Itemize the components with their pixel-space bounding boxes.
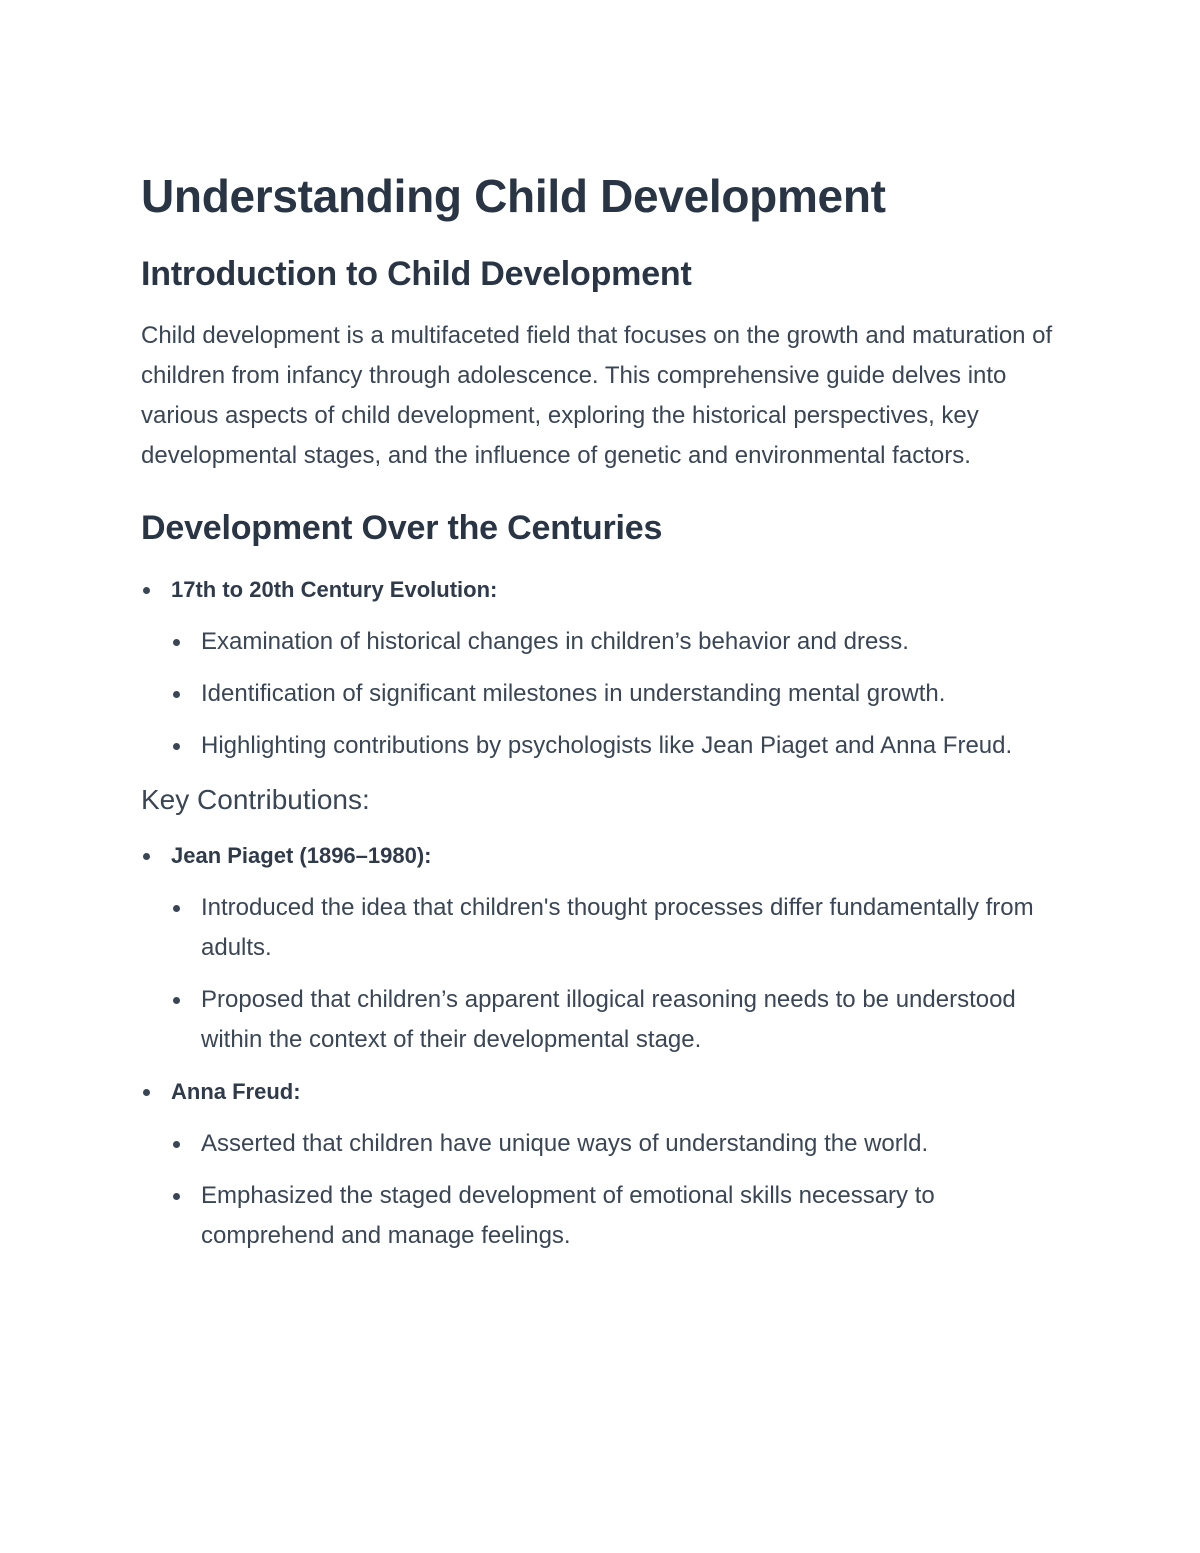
list-item: [141, 888, 1061, 968]
bullet-icon: [173, 1141, 180, 1148]
list-item: [141, 980, 1061, 1060]
list-item-text: Proposed that children’s apparent illogical reasoning needs to be understood within the context of their developmental stage.: [201, 986, 1016, 1053]
bullet-icon: [173, 691, 180, 698]
contributions-list: [141, 836, 1061, 1256]
contributions-heading: Key Contributions:: [141, 784, 370, 815]
bullet-icon: [173, 639, 180, 646]
bullet-icon: [173, 743, 180, 750]
group-label: 17th to 20th Century Evolution:: [171, 577, 498, 602]
person-label: Anna Freud:: [171, 1079, 301, 1104]
list-item-text: Examination of historical changes in children’s behavior and dress.: [201, 628, 909, 655]
list-item: [141, 1072, 1061, 1112]
list-item: [141, 622, 1061, 662]
bullet-icon: [173, 905, 180, 912]
bullet-icon: [143, 587, 150, 594]
bullet-icon: [143, 1089, 150, 1096]
list-item: [141, 1124, 1061, 1164]
list-item: [141, 726, 1061, 766]
page-title: Understanding Child Development: [141, 170, 886, 222]
bullet-icon: [173, 997, 180, 1004]
document-page: [141, 168, 1061, 1268]
bullet-icon: [143, 853, 150, 860]
list-item: [141, 570, 1061, 610]
centuries-heading: Development Over the Centuries: [141, 509, 663, 547]
intro-paragraph: Child development is a multifaceted field that focuses on the growth and maturation of children from infancy through adolescence. This comprehensive guide delves into various aspects of child development, exploring the historical perspectives, key developmental stages, and the influence of genetic and environmental factors.: [141, 322, 1053, 469]
list-item-text: Identification of significant milestones in understanding mental growth.: [201, 680, 946, 707]
list-item-text: Emphasized the staged development of emotional skills necessary to comprehend and manage feelings.: [201, 1182, 935, 1249]
bullet-icon: [173, 1193, 180, 1200]
centuries-list: [141, 570, 1061, 766]
list-item-text: Introduced the idea that children's thought processes differ fundamentally from adults.: [201, 894, 1034, 961]
list-item-text: Highlighting contributions by psychologists like Jean Piaget and Anna Freud.: [201, 732, 1013, 759]
list-item-text: Asserted that children have unique ways of understanding the world.: [201, 1130, 929, 1157]
intro-heading: Introduction to Child Development: [141, 255, 692, 293]
list-item: [141, 836, 1061, 876]
list-item: [141, 1176, 1061, 1256]
person-label: Jean Piaget (1896–1980):: [171, 843, 432, 868]
list-item: [141, 674, 1061, 714]
